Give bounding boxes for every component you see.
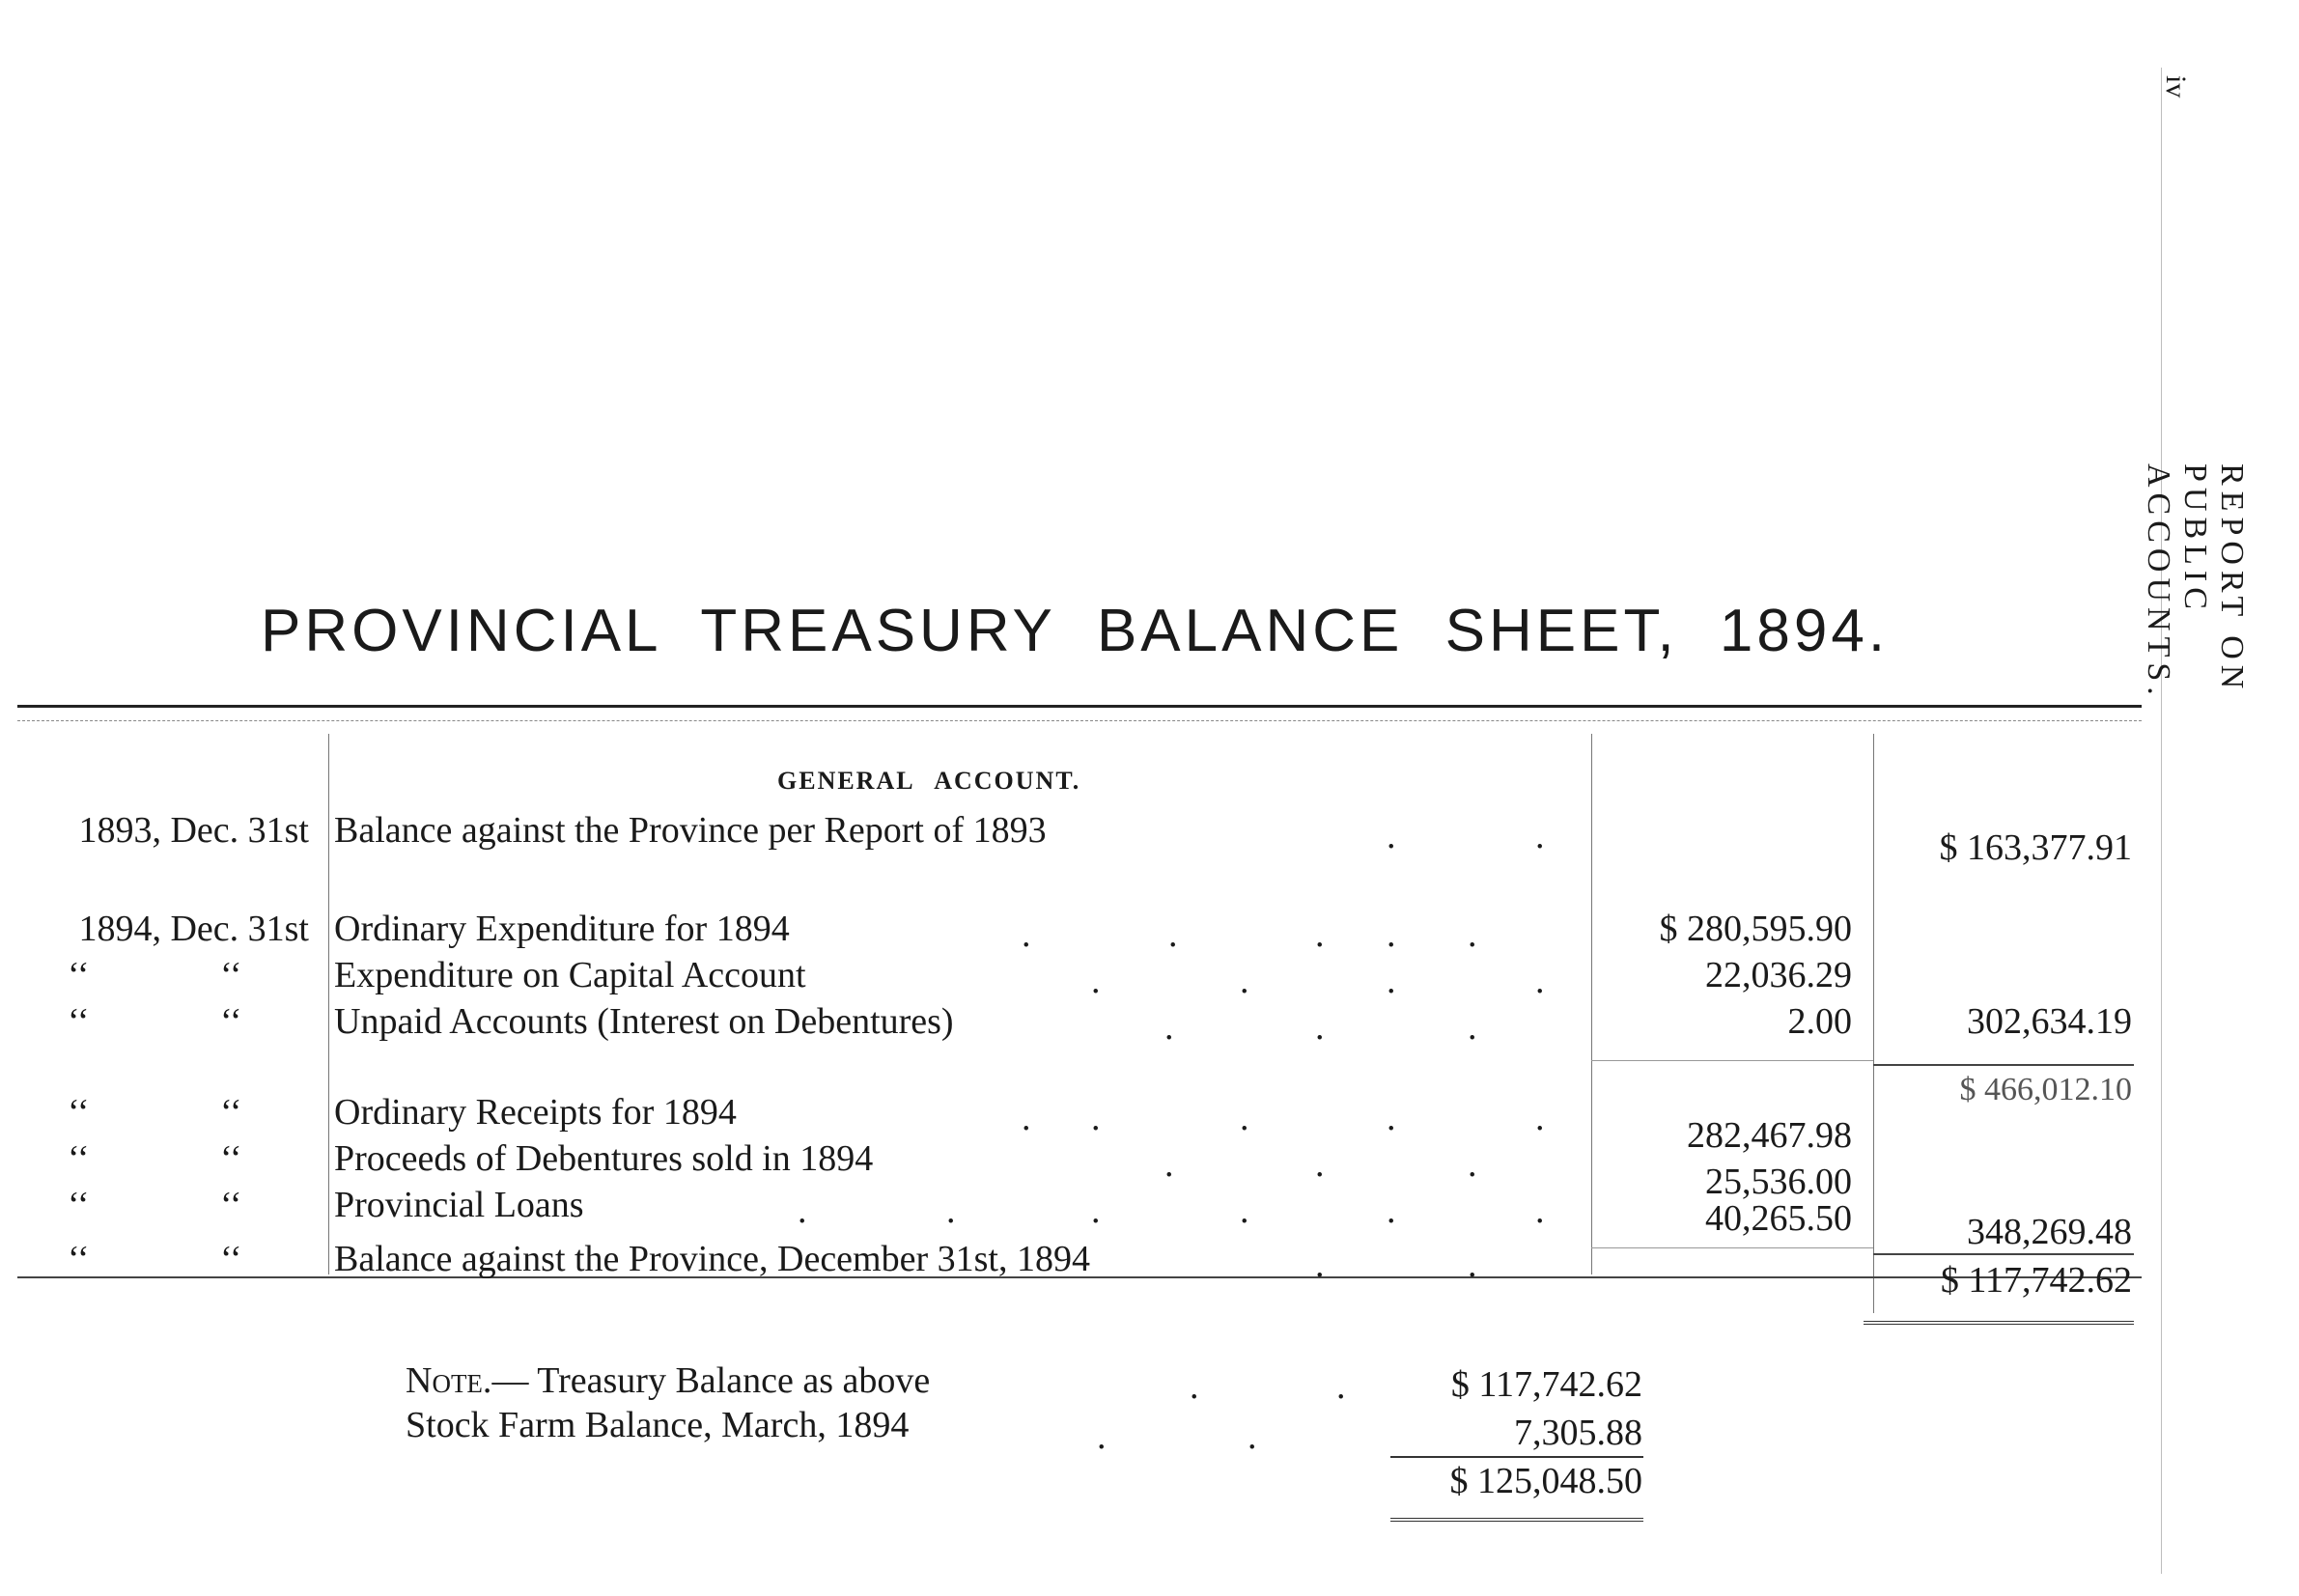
leader-dot: . xyxy=(798,1190,807,1231)
leader-dot: . xyxy=(1535,961,1545,1001)
row-date: 1893, Dec. 31st xyxy=(78,810,309,851)
leader-dot: . xyxy=(1468,914,1477,955)
leader-dot: . xyxy=(1240,961,1249,1001)
row-description: Proceeds of Debentures sold in 1894 xyxy=(334,1138,874,1179)
ditto-mark: ‘‘ xyxy=(220,1001,242,1042)
leader-dot: . xyxy=(1535,1098,1545,1138)
page-number: iv xyxy=(2160,75,2192,98)
row-description: Expenditure on Capital Account xyxy=(334,955,806,995)
leader-dot: . xyxy=(1097,1416,1107,1457)
table-row xyxy=(0,1072,2299,1156)
leader-dot: . xyxy=(1468,1144,1477,1185)
leader-dot: . xyxy=(1387,1098,1396,1138)
note-double-rule xyxy=(1390,1518,1643,1522)
leader-dot: . xyxy=(1240,1098,1249,1138)
row-total: 348,269.48 xyxy=(1967,1212,2132,1252)
leader-dot: . xyxy=(1091,1190,1101,1231)
leader-dot: . xyxy=(1468,1245,1477,1285)
table-row xyxy=(0,1238,2299,1301)
ditto-mark: ‘‘ xyxy=(68,1185,90,1225)
leader-dot: . xyxy=(1022,914,1031,955)
row-total: $ 163,377.91 xyxy=(1939,827,2132,868)
leader-dot: . xyxy=(1248,1416,1257,1457)
total-double-rule xyxy=(1864,1321,2134,1325)
leader-dot: . xyxy=(1315,1245,1325,1285)
leader-dot: . xyxy=(1091,961,1101,1001)
row-amount: 2.00 xyxy=(1787,1001,1852,1042)
leader-dot: . xyxy=(1535,816,1545,856)
row-description: Provincial Loans xyxy=(334,1185,584,1225)
row-amount: 25,536.00 xyxy=(1705,1162,1852,1202)
table-row xyxy=(0,1184,2299,1252)
ditto-mark: ‘‘ xyxy=(68,955,90,995)
row-amount: 22,036.29 xyxy=(1705,955,1852,995)
leader-dot: . xyxy=(1315,914,1325,955)
leader-dot: . xyxy=(1240,1190,1249,1231)
ditto-mark: ‘‘ xyxy=(68,1239,90,1279)
leader-dot: . xyxy=(1091,1098,1101,1138)
running-head: REPORT ON PUBLIC ACCOUNTS. xyxy=(2141,463,2250,701)
row-description: Ordinary Receipts for 1894 xyxy=(334,1092,737,1133)
row-description: Unpaid Accounts (Interest on Debentures) xyxy=(334,1001,954,1042)
leader-dot: . xyxy=(1315,1007,1325,1048)
ditto-mark: ‘‘ xyxy=(220,955,242,995)
note-line-1-text: — Treasury Balance as above xyxy=(491,1360,931,1401)
leader-dot: . xyxy=(1535,1190,1545,1231)
ditto-mark: ‘‘ xyxy=(68,1138,90,1179)
row-date: 1894, Dec. 31st xyxy=(78,909,309,949)
row-amount: 40,265.50 xyxy=(1705,1198,1852,1239)
table-row xyxy=(0,1000,2299,1048)
amount-subtotal-rule xyxy=(1591,1060,1873,1061)
row-description: Balance against the Province, December 31st, 1894 xyxy=(334,1239,1090,1279)
row-amount: $ 280,595.90 xyxy=(1659,909,1852,949)
note-line-1-amount: $ 117,742.62 xyxy=(1450,1364,1642,1405)
leader-dot: . xyxy=(1387,961,1396,1001)
row-total: 302,634.19 xyxy=(1967,1001,2132,1042)
leader-dot: . xyxy=(1387,914,1396,955)
section-heading: GENERAL ACCOUNT. xyxy=(777,767,1081,795)
row-description: Balance against the Province per Report of 1893 xyxy=(334,810,1047,851)
note-label: Note. xyxy=(406,1360,492,1401)
row-description: Ordinary Expenditure for 1894 xyxy=(334,909,790,949)
ditto-mark: ‘‘ xyxy=(68,1092,90,1133)
ditto-mark: ‘‘ xyxy=(68,1001,90,1042)
total-subtotal-rule xyxy=(1873,1064,2134,1066)
leader-dot: . xyxy=(1387,816,1396,856)
table-row xyxy=(0,908,2299,955)
note-total: $ 125,048.50 xyxy=(1449,1461,1642,1501)
table-row xyxy=(0,954,2299,1001)
leader-dot: . xyxy=(1022,1098,1031,1138)
note-sum-rule xyxy=(1390,1456,1643,1458)
row-amount: 282,467.98 xyxy=(1687,1115,1852,1156)
leader-dot: . xyxy=(1164,1144,1174,1185)
table-top-rule xyxy=(17,705,2142,708)
leader-dot: . xyxy=(946,1190,956,1231)
table-row xyxy=(0,809,2299,868)
leader-dot: . xyxy=(1468,1007,1477,1048)
leader-dot: . xyxy=(1336,1366,1346,1407)
leader-dot: . xyxy=(1164,1007,1174,1048)
ditto-mark: ‘‘ xyxy=(220,1239,242,1279)
note-line-2-amount: 7,305.88 xyxy=(1514,1413,1642,1453)
note-line-2 xyxy=(406,1404,909,1446)
ditto-mark: ‘‘ xyxy=(220,1092,242,1133)
table-row xyxy=(0,1137,2299,1202)
row-total: $ 117,742.62 xyxy=(1940,1260,2132,1301)
ditto-mark: ‘‘ xyxy=(220,1138,242,1179)
leader-dot: . xyxy=(1315,1144,1325,1185)
row-total: $ 466,012.10 xyxy=(1959,1072,2132,1107)
table-top-thin-rule xyxy=(17,720,2142,721)
leader-dot: . xyxy=(1190,1366,1199,1407)
note-line-2-text: Stock Farm Balance, March, 1894 xyxy=(406,1405,910,1445)
ditto-mark: ‘‘ xyxy=(220,1185,242,1225)
note-line-1 xyxy=(406,1359,930,1402)
leader-dot: . xyxy=(1168,914,1178,955)
page-title: PROVINCIAL TREASURY BALANCE SHEET, 1894. xyxy=(261,598,1890,664)
leader-dot: . xyxy=(1387,1190,1396,1231)
